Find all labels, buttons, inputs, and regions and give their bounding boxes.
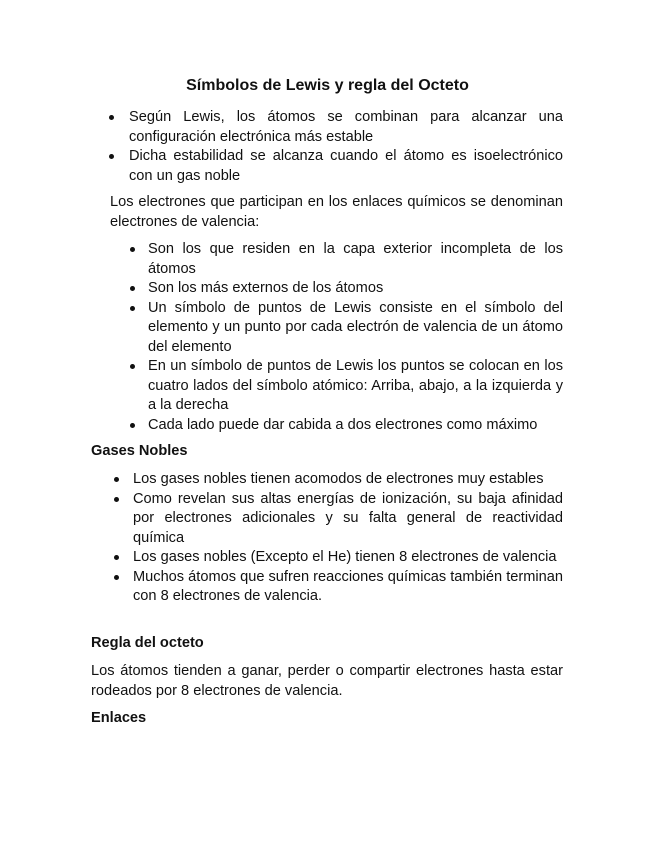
bullet-dot-icon: [130, 306, 135, 311]
octet-rule-paragraph: Los átomos tienden a ganar, perder o compartir electrones hasta estar rodeados por 8 electrones de valencia.: [91, 663, 563, 699]
intro-bullet-list: [129, 108, 563, 186]
bullet-dot-icon: [130, 423, 135, 428]
valence-bullet-list: [148, 240, 563, 435]
list-item: Cada lado puede dar cabida a dos electrones como máximo: [148, 416, 563, 436]
bullet-dot-icon: [114, 575, 119, 580]
list-item: Muchos átomos que sufren reacciones químicas también terminan con 8 electrones de valencia.: [133, 568, 563, 607]
list-item: Según Lewis, los átomos se combinan para alcanzar una configuración electrónica más estable: [129, 108, 563, 147]
bullet-dot-icon: [114, 497, 119, 502]
list-item: Dicha estabilidad se alcanza cuando el átomo es isoelectrónico con un gas noble: [129, 147, 563, 186]
list-item: En un símbolo de puntos de Lewis los puntos se colocan en los cuatro lados del símbolo atómico: Arriba, abajo, a la izquierda y a la derecha: [148, 357, 563, 416]
bullet-dot-icon: [130, 364, 135, 369]
octet-rule-heading: Regla del octeto: [91, 635, 204, 651]
bullet-dot-icon: [130, 247, 135, 252]
page-title: Símbolos de Lewis y regla del Octeto: [186, 77, 469, 94]
bullet-dot-icon: [130, 286, 135, 291]
list-item: Los gases nobles (Excepto el He) tienen 8 electrones de valencia: [133, 548, 563, 568]
list-item: Los gases nobles tienen acomodos de electrones muy estables: [133, 470, 563, 490]
bullet-dot-icon: [109, 154, 114, 159]
bonds-heading: Enlaces: [91, 710, 147, 726]
bullet-dot-icon: [114, 555, 119, 560]
valence-paragraph: Los electrones que participan en los enlaces químicos se denominan electrones de valencia:: [110, 194, 563, 230]
noble-gases-bullet-list: [133, 470, 563, 607]
bullet-dot-icon: [114, 477, 119, 482]
list-item: Son los más externos de los átomos: [148, 279, 563, 299]
list-item: Un símbolo de puntos de Lewis consiste en el símbolo del elemento y un punto por cada electrón de valencia de un átomo del elemento: [148, 299, 563, 358]
list-item: Como revelan sus altas energías de ionización, su baja afinidad por electrones adicionales y su falta general de reactividad química: [133, 490, 563, 549]
bullet-dot-icon: [109, 115, 114, 120]
list-item: Son los que residen en la capa exterior incompleta de los átomos: [148, 240, 563, 279]
noble-gases-heading: Gases Nobles: [91, 443, 188, 459]
